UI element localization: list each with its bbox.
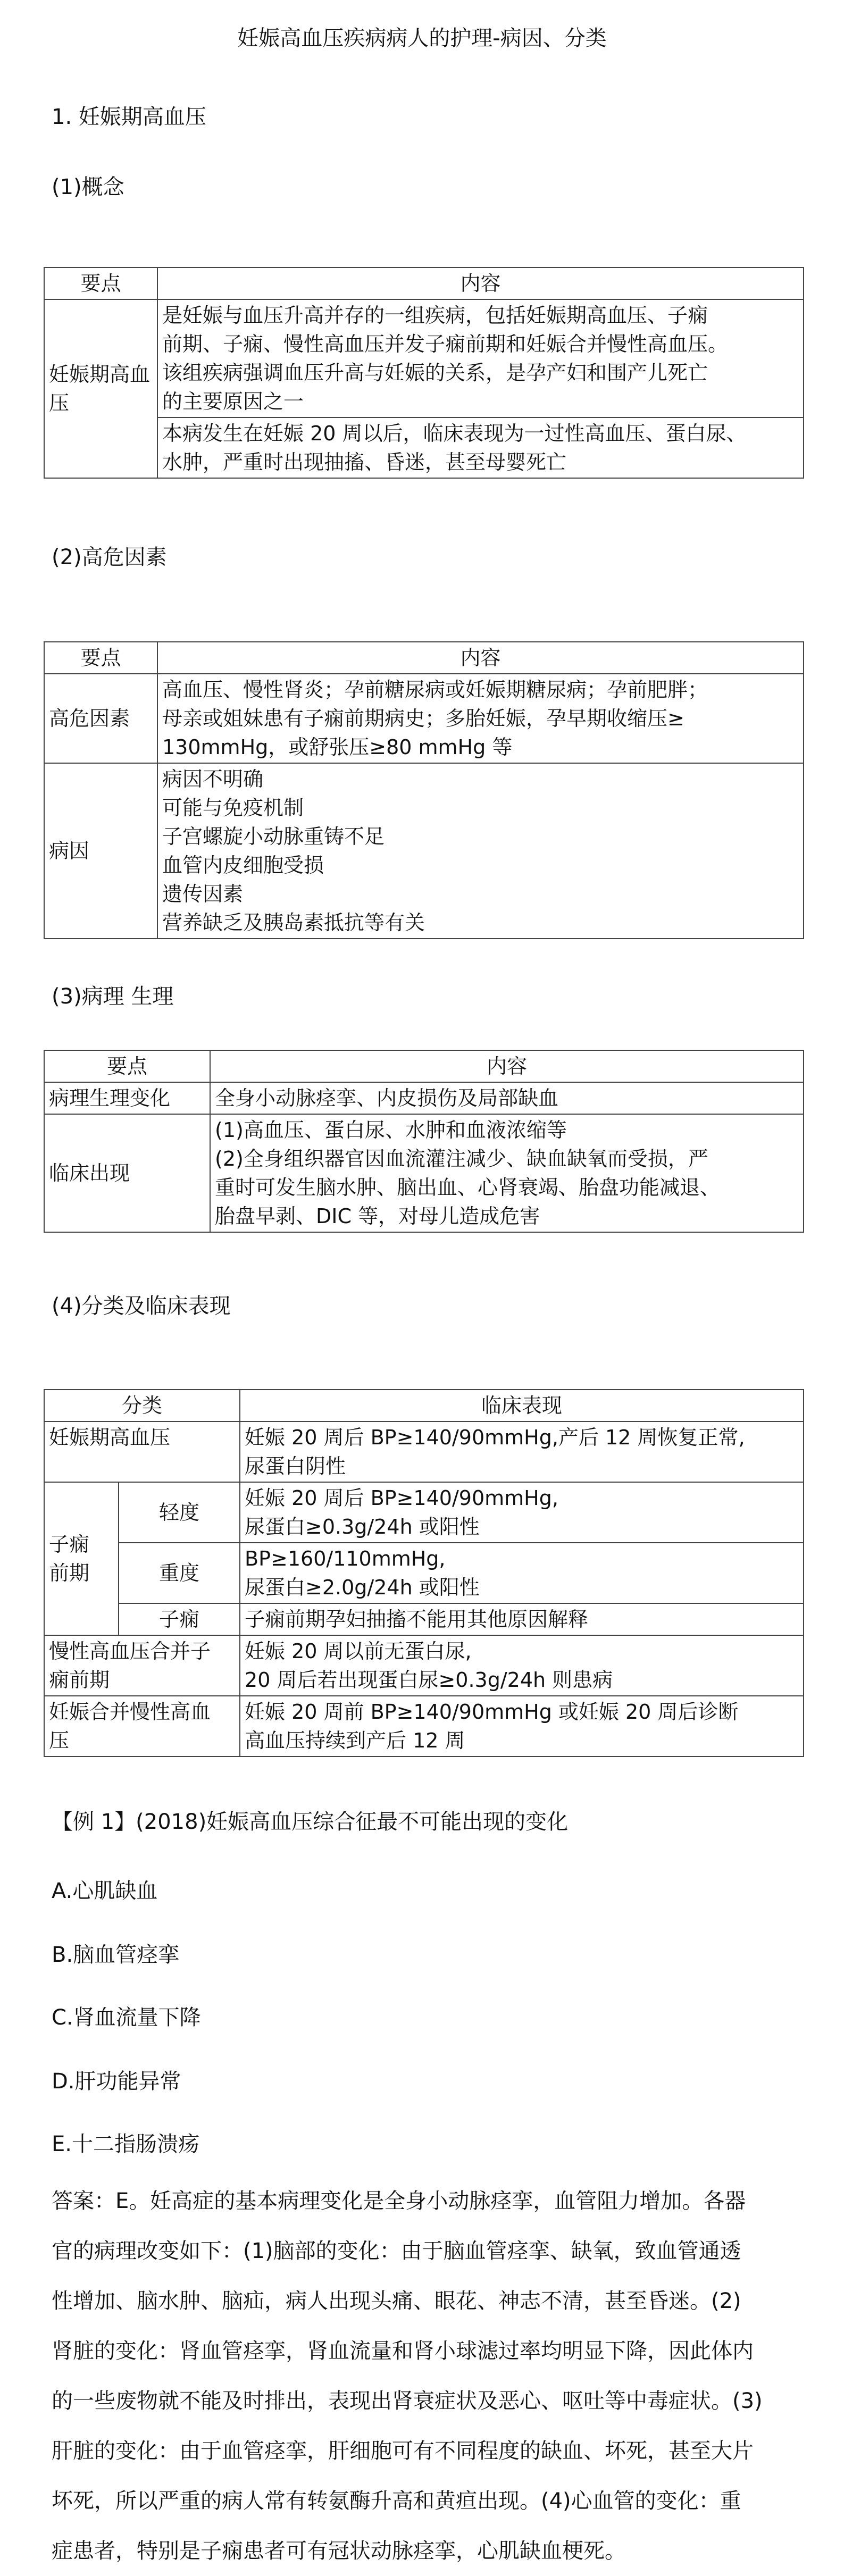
cell-line: (1)高血压、蛋白尿、水肿和血液浓缩等 <box>215 1118 567 1142</box>
answer-line: 症患者，特别是子痫患者可有冠状动脉痉挛，心肌缺血梗死。 <box>52 2539 626 2563</box>
row-label <box>44 1635 240 1696</box>
cell-line: 该组疾病强调血压升高与妊娠的关系，是孕产妇和围产儿死亡 <box>162 361 708 384</box>
content-cell <box>240 1635 804 1696</box>
content-cell <box>157 417 804 478</box>
option-c: C.肾血流量下降 <box>52 2005 201 2030</box>
content-cell: 子痫前期孕妇抽搐不能用其他原因解释 <box>240 1603 804 1635</box>
header-cell: 要点 <box>44 267 157 299</box>
header-cell: 分类 <box>44 1390 240 1421</box>
row-label <box>44 1696 240 1757</box>
header-cell: 内容 <box>157 642 804 674</box>
table-row <box>44 1696 804 1757</box>
header-cell: 要点 <box>44 1050 210 1082</box>
row-label-text: 妊娠期高血压 <box>49 363 151 415</box>
cell-line: 妊娠 20 周前 BP≥140/90mmHg 或妊娠 20 周后诊断 <box>245 1700 739 1724</box>
cell-line: 本病发生在妊娠 20 周以后，临床表现为一过性高血压、蛋白尿、 <box>162 422 747 445</box>
cell-line: (2)全身组织器官因血流灌注减少、缺血缺氧而受损，严 <box>215 1147 708 1170</box>
content-cell <box>210 1114 804 1232</box>
cell-line: 重时可发生脑水肿、脑出血、心肾衰竭、胎盘功能减退、 <box>215 1176 721 1199</box>
row-label: 重度 <box>119 1543 240 1603</box>
table-row <box>44 1603 804 1635</box>
section-heading-hypertension: 1. 妊娠期高血压 <box>52 105 206 129</box>
subheading-pathophysiology: (3)病理 生理 <box>52 984 174 1009</box>
cell-line: 病因不明确 <box>162 767 264 791</box>
table-row <box>44 417 804 478</box>
row-label: 病理生理变化 <box>44 1082 210 1114</box>
option-e: E.十二指肠溃疡 <box>52 2132 199 2156</box>
cell-line: 妊娠 20 周后 BP≥140/90mmHg, <box>245 1486 558 1510</box>
table-row <box>44 674 804 763</box>
answer-line: 答案：E。妊高症的基本病理变化是全身小动脉痉挛，血管阻力增加。各器 <box>52 2189 746 2213</box>
content-cell <box>157 674 804 763</box>
content-cell <box>240 1421 804 1482</box>
row-label: 高危因素 <box>44 674 157 763</box>
subheading-concept: (1)概念 <box>52 175 124 199</box>
cell-line: 尿蛋白≥2.0g/24h 或阳性 <box>245 1576 480 1599</box>
table-header-row <box>44 1050 804 1082</box>
row-label: 轻度 <box>119 1482 240 1543</box>
table-row <box>44 1082 804 1114</box>
answer-explanation <box>52 2176 799 2576</box>
cell-line: 慢性高血压合并子 <box>49 1640 211 1663</box>
header-cell: 要点 <box>44 642 157 674</box>
cell-line: 尿蛋白阴性 <box>245 1454 346 1478</box>
cell-line: 高血压、慢性肾炎；孕前糖尿病或妊娠期糖尿病；孕前肥胖； <box>162 678 708 701</box>
cell-line: 子宫螺旋小动脉重铸不足 <box>162 825 385 848</box>
subheading-classification: (4)分类及临床表现 <box>52 1294 231 1318</box>
answer-line: 肝脏的变化：由于血管痉挛，肝细胞可有不同程度的缺血、坏死，甚至大片 <box>52 2439 754 2463</box>
option-b: B.脑血管痉挛 <box>52 1943 180 1967</box>
header-cell: 内容 <box>157 267 804 299</box>
answer-line: 性增加、脑水肿、脑疝，病人出现头痛、眼花、神志不清，甚至昏迷。(2) <box>52 2289 741 2313</box>
risk-factor-table <box>44 641 804 939</box>
classification-table <box>44 1389 804 1757</box>
subheading-risk-factors: (2)高危因素 <box>52 545 167 570</box>
row-label: 病因 <box>44 763 157 939</box>
cell-line: 胎盘早剥、DIC 等，对母儿造成危害 <box>215 1205 540 1228</box>
table-header-row <box>44 267 804 299</box>
header-cell: 临床表现 <box>240 1390 804 1421</box>
cell-line: 妊娠 20 周后 BP≥140/90mmHg,产后 12 周恢复正常, <box>245 1426 745 1449</box>
cell-line: 子痫 <box>49 1533 90 1556</box>
cell-line: 前期、子痫、慢性高血压并发子痫前期和妊娠合并慢性高血压。 <box>162 332 729 356</box>
cell-line: 高血压持续到产后 12 周 <box>245 1729 465 1752</box>
cell-line: 前期 <box>49 1561 90 1585</box>
content-cell <box>240 1696 804 1757</box>
answer-line: 官的病理改变如下：(1)脑部的变化：由于脑血管痉挛、缺氧，致血管通透 <box>52 2239 741 2263</box>
table-header-row <box>44 642 804 674</box>
answer-line: 肾脏的变化：肾血管痉挛，肾血流量和肾小球滤过率均明显下降，因此体内 <box>52 2339 754 2363</box>
answer-line: 坏死，所以严重的病人常有转氨酶升高和黄疸出现。(4)心血管的变化：重 <box>52 2489 741 2513</box>
cell-line: 痫前期 <box>49 1668 110 1692</box>
table-header-row <box>44 1390 804 1421</box>
content-cell <box>157 763 804 939</box>
content-cell <box>157 299 804 417</box>
cell-line: 妊娠 20 周以前无蛋白尿, <box>245 1640 472 1663</box>
cell-line: 水肿，严重时出现抽搐、昏迷，甚至母婴死亡 <box>162 450 567 474</box>
cell-line: 尿蛋白≥0.3g/24h 或阳性 <box>245 1515 480 1538</box>
row-label: 妊娠期高血压 <box>44 1421 240 1482</box>
header-cell: 内容 <box>210 1050 804 1082</box>
cell-line: 压 <box>49 1729 70 1752</box>
cell-line: 20 周后若出现蛋白尿≥0.3g/24h 则患病 <box>245 1668 613 1692</box>
cell-line: 的主要原因之一 <box>162 390 304 413</box>
content-cell <box>240 1482 804 1543</box>
document-title: 妊娠高血压疾病病人的护理-病因、分类 <box>237 26 607 51</box>
content-cell: 全身小动脉痉挛、内皮损伤及局部缺血 <box>210 1082 804 1114</box>
option-a: A.心肌缺血 <box>52 1879 158 1903</box>
group-label-preeclampsia <box>44 1482 119 1635</box>
table-row <box>44 1482 804 1543</box>
table-row <box>44 1635 804 1696</box>
content-cell <box>240 1543 804 1603</box>
table-row <box>44 763 804 939</box>
cell-line: 母亲或姐妹患有子痫前期病史；多胎妊娠，孕早期收缩压≥ <box>162 707 684 730</box>
table-row <box>44 1543 804 1603</box>
cell-line: 可能与免疫机制 <box>162 796 304 819</box>
table-row <box>44 1114 804 1232</box>
cell-line: 130mmHg，或舒张压≥80 mmHg 等 <box>162 735 513 759</box>
cell-line: 血管内皮细胞受损 <box>162 854 324 877</box>
table-row <box>44 299 804 417</box>
cell-line: 遗传因素 <box>162 882 244 906</box>
cell-line: 妊娠合并慢性高血 <box>49 1700 211 1724</box>
answer-line: 的一些废物就不能及时排出，表现出肾衰症状及恶心、呕吐等中毒症状。(3) <box>52 2389 763 2413</box>
cell-line: 营养缺乏及胰岛素抵抗等有关 <box>162 911 425 934</box>
option-d: D.肝功能异常 <box>52 2069 181 2094</box>
concept-table <box>44 267 804 479</box>
pathophysiology-table <box>44 1050 804 1233</box>
cell-line: BP≥160/110mmHg, <box>245 1547 446 1570</box>
example-question: 【例 1】(2018)妊娠高血压综合征最不可能出现的变化 <box>52 1810 569 1834</box>
row-label <box>44 299 157 478</box>
row-label: 子痫 <box>119 1603 240 1635</box>
row-label: 临床出现 <box>44 1114 210 1232</box>
cell-line: 是妊娠与血压升高并存的一组疾病，包括妊娠期高血压、子痫 <box>162 304 708 327</box>
table-row <box>44 1421 804 1482</box>
